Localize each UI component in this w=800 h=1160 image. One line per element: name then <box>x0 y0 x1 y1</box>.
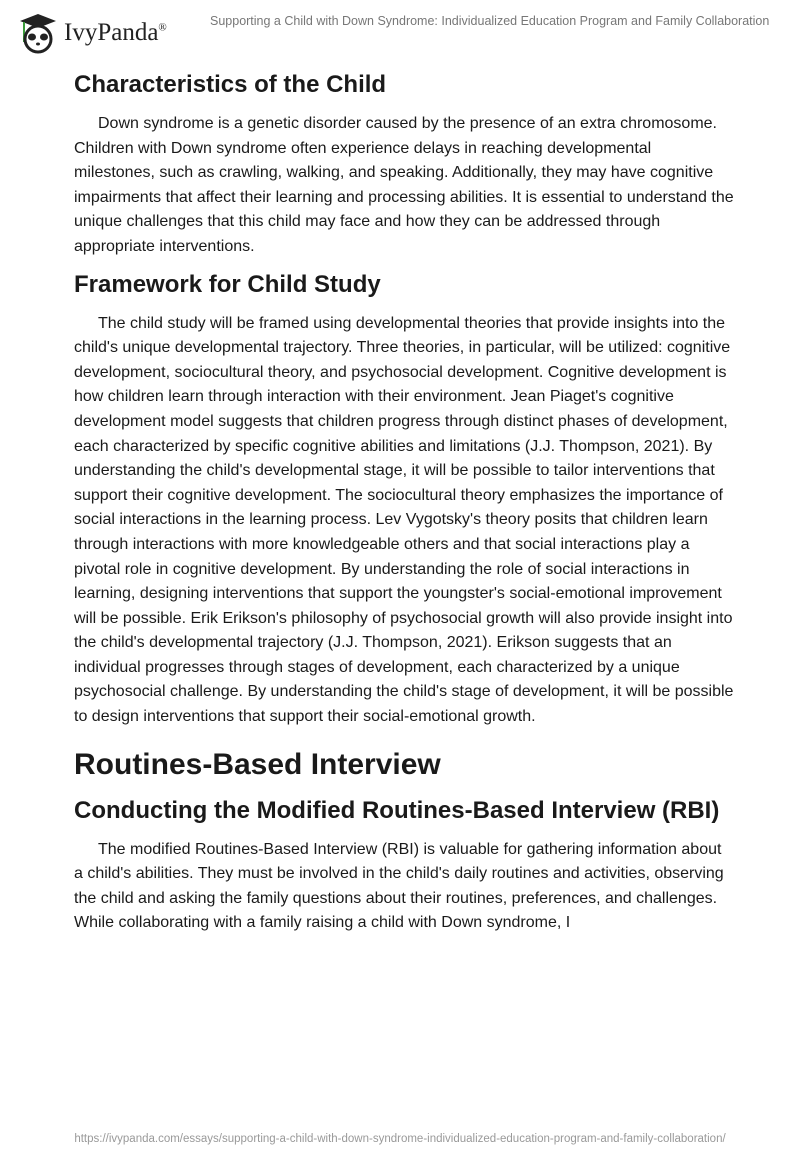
paragraph: Down syndrome is a genetic disorder caused by the presence of an extra chromosome. Children with Down syndrome often experience delays in reaching developmental milestones, such as crawling, walking, and speaking. Additionally, they may have cognitive impairments that affect their learning and processing abilities. It is essential to understand the unique challenges that this child may face and how they can be addressed through appropriate interventions. <box>74 115 734 255</box>
paragraph: The child study will be framed using developmental theories that provide insights into the child's unique developmental trajectory. Three theories, in particular, will be utilized: cognitive development, sociocultural theory, and psychosocial development. Cognitive development is how children learn through interaction with their environment. Jean Piaget's cognitive development model suggests that children progress through distinct phases of development, each characterized by specific cognitive abilities and limitations (J.J. Thompson, 2021). By understanding the child's developmental stage, it will be possible to tailor interventions that support their cognitive development. The sociocultural theory emphasizes the importance of social interactions in the learning process. Lev Vygotsky's theory posits that children learn through interactions with more knowledgeable others and that social interactions play a pivotal role in cognitive development. By understanding the role of social interactions in learning, designing interventions that support the youngster's social-emotional improvement will be possible. Erik Erikson's philosophy of psychosocial growth will also provide insight into the child's developmental trajectory (J.J. Thompson, 2021). Erikson suggests that an individual progresses through stages of development, each characterized by a unique psychosocial challenge. By understanding the child's stage of development, it will be possible to design interventions that support their social-emotional growth. <box>74 314 734 726</box>
article-body <box>74 70 734 946</box>
heading-framework: Framework for Child Study <box>74 270 381 298</box>
panda-logo-icon <box>18 12 58 54</box>
logo[interactable] <box>18 12 167 54</box>
footer-url[interactable]: https://ivypanda.com/essays/supporting-a-child-with-down-syndrome-individualized-education-program-and-family-collaboration/ <box>74 1133 726 1145</box>
document-title: Supporting a Child with Down Syndrome: Individualized Education Program and Family Collaboration <box>210 14 770 28</box>
heading-conducting-rbi: Conducting the Modified Routines-Based Interview (RBI) <box>74 796 720 824</box>
heading-characteristics: Characteristics of the Child <box>74 71 387 98</box>
brand-name: IvyPanda® <box>64 19 167 46</box>
paragraph: The modified Routines-Based Interview (RBI) is valuable for gathering information about a child's abilities. They must be involved in the child's daily routines and activities, observing the child and asking the family questions about their routines, preferences, and challenges. While collaborating with a family raising a child with Down syndrome, I <box>74 840 724 932</box>
heading-routines-based-interview: Routines-Based Interview <box>74 747 441 781</box>
